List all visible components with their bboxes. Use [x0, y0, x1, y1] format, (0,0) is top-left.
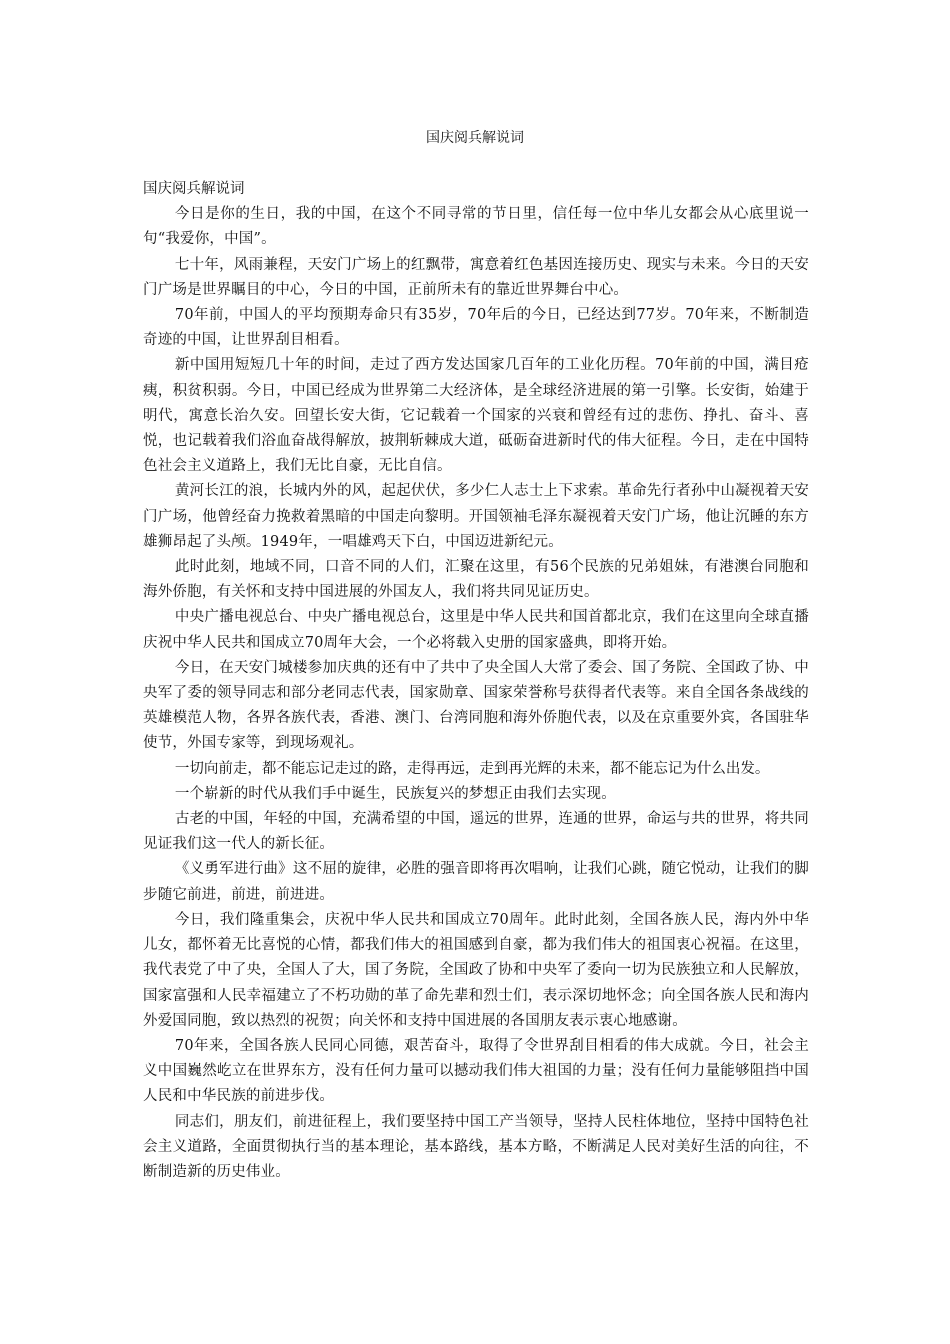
- document-title: 国庆阅兵解说词: [426, 130, 524, 146]
- document-body: [143, 177, 809, 1185]
- paragraph: 同志们，朋友们，前进征程上，我们要坚持中国工产当领导，坚持人民柱体地位，坚持中国特色社会主义道路，全面贯彻执行当的基本理论，基本路线，基本方略，不断满足人民对美好生活的向往，不断制造新的历史伟业。: [143, 1113, 809, 1180]
- paragraph: 今日是你的生日，我的中国，在这个不同寻常的节日里，信任每一位中华儿女都会从心底里说一句“我爱你，中国”。: [143, 206, 809, 248]
- paragraph: 今日，我们隆重集会，庆祝中华人民共和国成立70周年。此时此刻，全国各族人民，海内外中华儿女，都怀着无比喜悦的心情，都我们伟大的祖国感到自豪，都为我们伟大的祖国衷心祝福。在这里，我代表党了中了央，全国人了大，国了务院，全国政了协和中央军了委向一切为民族独立和人民解放，国家富强和人民幸福建立了不朽功勋的革了命先辈和烈士们，表示深切地怀念；向全国各族人民和海内外爱国同胞，致以热烈的祝贺；向关怀和支持中国进展的各国朋友表示衷心地感谢。: [143, 911, 809, 1029]
- paragraph: 《义勇军进行曲》这不屈的旋律，必胜的强音即将再次唱响，让我们心跳，随它悦动，让我们的脚步随它前进，前进，前进进。: [143, 861, 809, 903]
- paragraph: 此时此刻，地域不同，口音不同的人们，汇聚在这里，有56个民族的兄弟姐妹，有港澳台同胞和海外侨胞，有关怀和支持中国进展的外国友人，我们将共同见证历史。: [143, 559, 809, 601]
- paragraph: 一切向前走，都不能忘记走过的路，走得再远，走到再光辉的未来，都不能忘记为什么出发。: [174, 760, 770, 777]
- paragraph: 黄河长江的浪，长城内外的风，起起伏伏，多少仁人志士上下求索。革命先行者孙中山凝视着天安门广场，他曾经奋力挽救着黑暗的中国走向黎明。开国领袖毛泽东凝视着天安门广场，他让沉睡的东方雄狮昂起了头颅。1949年，一唱雄鸡天下白，中国迈进新纪元。: [143, 483, 809, 550]
- paragraph: 70年前，中国人的平均预期寿命只有35岁，70年后的今日，已经达到77岁。70年来，不断制造奇迹的中国，让世界刮目相看。: [143, 307, 809, 349]
- document-subtitle: 国庆阅兵解说词: [143, 181, 245, 197]
- paragraph: 七十年，风雨兼程，天安门广场上的红飘带，寓意着红色基因连接历史、现实与未来。今日的天安门广场是世界瞩目的中心，今日的中国，正前所未有的靠近世界舞台中心。: [143, 256, 809, 298]
- paragraph: 中央广播电视总台、中央广播电视总台，这里是中华人民共和国首都北京，我们在这里向全球直播庆祝中华人民共和国成立70周年大会，一个必将载入史册的国家盛典，即将开始。: [143, 609, 809, 651]
- paragraph: 今日，在天安门城楼参加庆典的还有中了共中了央全国人大常了委会、国了务院、全国政了协、中央军了委的领导同志和部分老同志代表，国家勋章、国家荣誉称号获得者代表等。来自全国各条战线的英雄模范人物，各界各族代表，香港、澳门、台湾同胞和海外侨胞代表，以及在京重要外宾，各国驻华使节，外国专家等，到现场观礼。: [143, 659, 809, 752]
- paragraph: 一个崭新的时代从我们手中诞生，民族复兴的梦想正由我们去实现。: [174, 785, 616, 802]
- paragraph: 70年来，全国各族人民同心同德，艰苦奋斗，取得了令世界刮目相看的伟大成就。今日，社会主义中国巍然屹立在世界东方，没有任何力量可以撼动我们伟大祖国的力量；没有任何力量能够阻挡中国人民和中华民族的前进步伐。: [143, 1037, 809, 1105]
- paragraph: 古老的中国，年轻的中国，充满希望的中国，遥远的世界，连通的世界，命运与共的世界，将共同见证我们这一代人的新长征。: [143, 811, 809, 853]
- paragraph: 新中国用短短几十年的时间，走过了西方发达国家几百年的工业化历程。70年前的中国，满目疮痍，积贫积弱。今日，中国已经成为世界第二大经济体，是全球经济进展的第一引擎。长安街，始建于明代，寓意长治久安。回望长安大街，它记载着一个国家的兴衰和曾经有过的悲伤、挣扎、奋斗、喜悦，也记载着我们浴血奋战得解放，披荆斩棘成大道，砥砺奋进新时代的伟大征程。今日，走在中国特色社会主义道路上，我们无比自豪，无比自信。: [143, 357, 809, 475]
